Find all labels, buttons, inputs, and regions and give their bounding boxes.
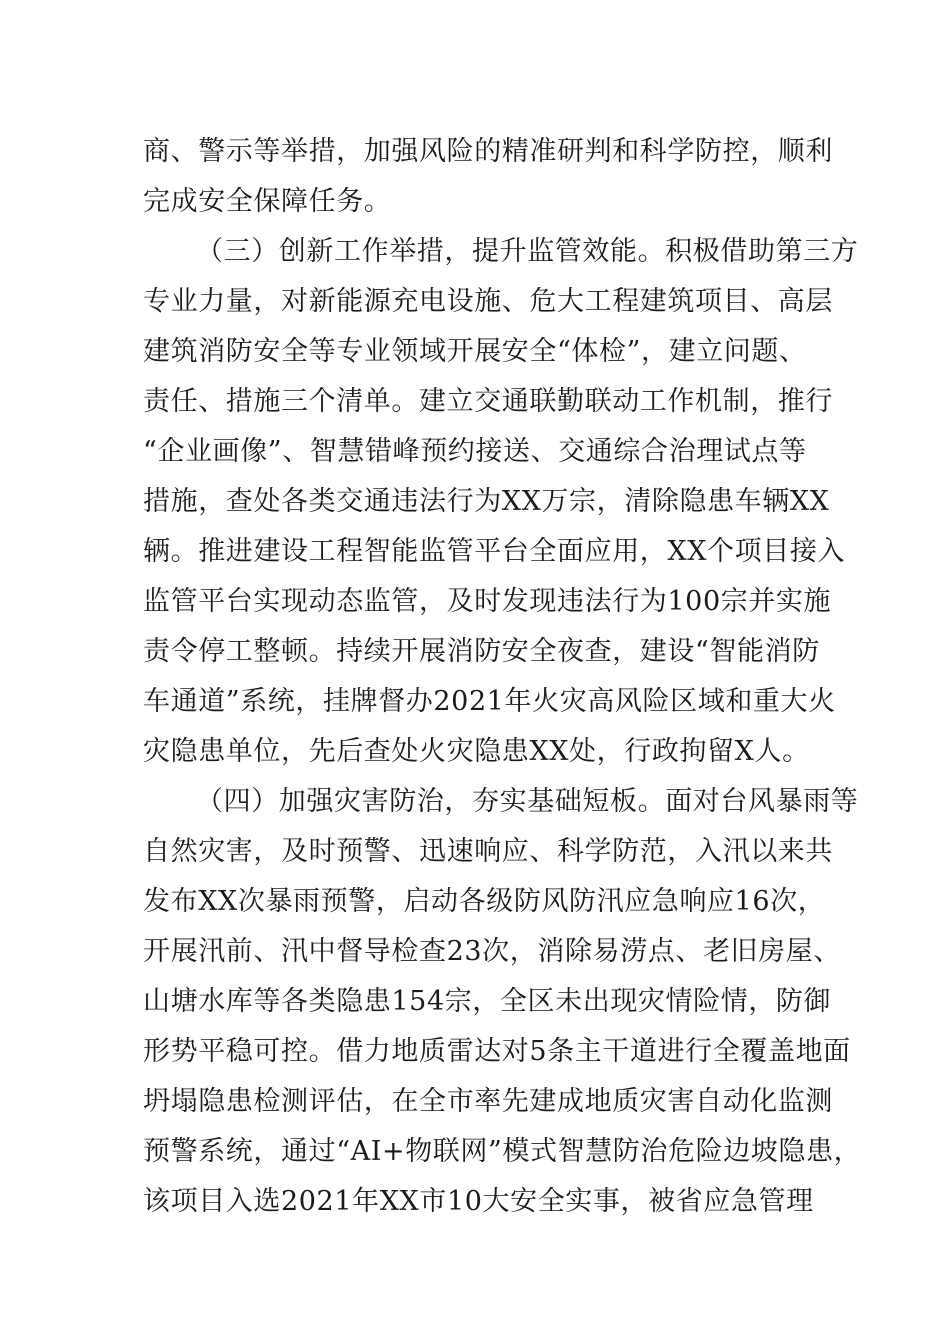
text-line: 该项目入选2021年XX市10大安全实事，被省应急管理: [143, 1186, 814, 1217]
text-line: 责任、措施三个清单。建立交通联勤联动工作机制，推行: [143, 386, 833, 417]
section-heading-line: （四）加强灾害防治，夯实基础短板。面对台风暴雨等: [196, 786, 859, 817]
text-line: 形势平稳可控。借力地质雷达对5条主干道进行全覆盖地面: [143, 1036, 851, 1067]
text-line: 发布XX次暴雨预警，启动各级防风防汛应急响应16次，: [143, 886, 826, 917]
text-line: 车通道”系统，挂牌督办2021年火灾高风险区域和重大火: [143, 686, 836, 717]
text-line: 辆。推进建设工程智能监管平台全面应用，XX个项目接入: [143, 536, 846, 567]
text-line: 自然灾害，及时预警、迅速响应、科学防范，入汛以来共: [143, 836, 833, 867]
text-line: “企业画像”、智慧错峰预约接送、交通综合治理试点等: [143, 436, 807, 467]
text-line: 完成安全保障任务。: [143, 186, 392, 217]
text-line: 开展汛前、汛中督导检查23次，消除易涝点、老旧房屋、: [143, 936, 841, 967]
text-line: 预警系统，通过“AI+物联网”模式智慧防治危险边坡隐患，: [143, 1136, 862, 1167]
text-line: 建筑消防安全等专业领域开展安全“体检”，建立问题、: [143, 336, 807, 367]
text-line: 坍塌隐患检测评估，在全市率先建成地质灾害自动化监测: [143, 1086, 833, 1117]
text-line: 监管平台实现动态监管，及时发现违法行为100宗并实施: [143, 586, 832, 617]
text-line: 专业力量，对新能源充电设施、危大工程建筑项目、高层: [143, 286, 833, 317]
section-heading-line: （三）创新工作举措，提升监管效能。积极借助第三方: [196, 236, 859, 267]
text-line: 山塘水库等各类隐患154宗，全区未出现灾情险情，防御: [143, 986, 832, 1017]
text-line: 灾隐患单位，先后查处火灾隐患XX处，行政拘留X人。: [143, 736, 810, 767]
text-line: 商、警示等举措，加强风险的精准研判和科学防控，顺利: [143, 136, 833, 167]
text-line: 责令停工整顿。持续开展消防安全夜查，建设“智能消防: [143, 636, 820, 667]
text-line: 措施，查处各类交通违法行为XX万宗，清除隐患车辆XX: [143, 486, 830, 517]
